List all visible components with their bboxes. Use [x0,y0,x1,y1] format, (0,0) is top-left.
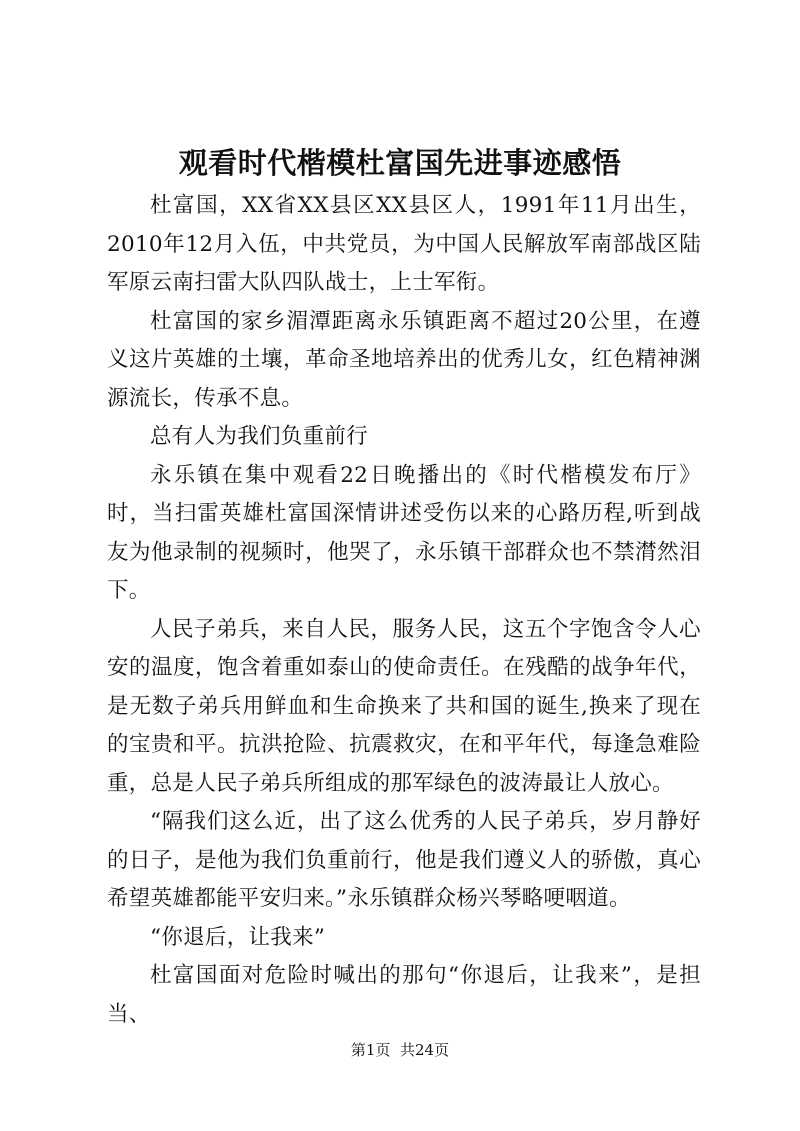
paragraph: 杜富国的家乡湄潭距离永乐镇距离不超过20公里，在遵义这片英雄的土壤，革命圣地培养出的优秀儿女，红色精神渊源流长，传承不息。 [107,308,701,411]
paragraph: “隔我们这么近，出了这么优秀的人民子弟兵，岁月静好的日子，是他为我们负重前行，他是我们遵义人的骄傲，真心希望英雄都能平安归来。”永乐镇群众杨兴琴略哽咽道。 [107,809,701,911]
section-heading: “你退后，让我来” [150,924,326,950]
section-heading: 总有人为我们负重前行 [150,424,369,449]
document-body [107,187,701,1034]
page-number: 第1页 共24页 [350,1041,450,1059]
page-footer [0,1040,800,1060]
paragraph: 杜富国，XX省XX县区XX县区人，1991年11月出生，2010年12月入伍，中共党员，为中国人民解放军南部战区陆军原云南扫雷大队四队战士，上士军衔。 [107,193,701,295]
paragraph: 人民子弟兵，来自人民，服务人民，这五个字饱含令人心安的温度，饱含着重如泰山的使命责任。在残酷的战争年代，是无数子弟兵用鲜血和生命换来了共和国的诞生,换来了现在的宝贵和平。抗洪抢险、抗震救灾，在和平年代，每逢急难险重，总是人民子弟兵所组成的那军绿色的波涛最让人放心。 [107,616,701,796]
paragraph: 杜富国面对危险时喊出的那句“你退后，让我来”，是担当、 [107,963,701,1027]
paragraph: 永乐镇在集中观看22日晚播出的《时代楷模发布厅》时，当扫雷英雄杜富国深情讲述受伤以来的心路历程,听到战友为他录制的视频时，他哭了，永乐镇干部群众也不禁潸然泪下。 [107,462,701,603]
document-title: 观看时代楷模杜富国先进事迹感悟 [178,146,622,180]
